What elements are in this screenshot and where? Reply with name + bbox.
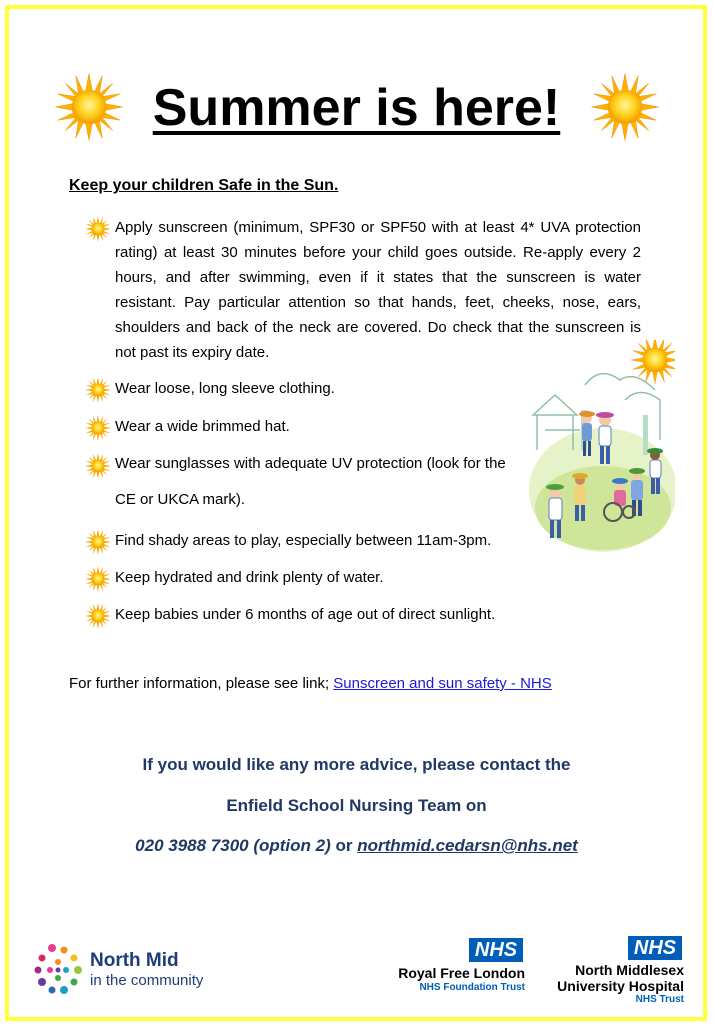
- list-item-text: Apply sunscreen (minimum, SPF30 or SPF50 with at least 4* UVA protection rating) at least 30 minutes before your child goes outside. Re-apply every 2 hours, and after swimming, even if it states that the sunscreen is water resistant. Pay particular attention so that hands, feet, cheeks, nose, ears, shoulders and back of the neck are covered. Do check that the sunscreen is not past its expiry date.: [115, 219, 641, 361]
- sun-icon: [85, 603, 111, 629]
- north-mid-title: North Mid: [90, 950, 179, 971]
- sun-icon: [85, 566, 111, 592]
- list-item-text: Wear a wide brimmed hat.: [115, 418, 290, 435]
- list-item-text: Wear loose, long sleeve clothing.: [115, 380, 335, 397]
- children-playing-illustration: [525, 340, 675, 555]
- contact-line-3: [0, 836, 713, 856]
- north-middlesex-subtitle: NHS Trust: [635, 994, 684, 1005]
- title-row: [0, 72, 713, 152]
- contact-line-2: Enfield School Nursing Team on: [226, 796, 487, 815]
- nhs-logo: NHS: [628, 936, 682, 960]
- north-middlesex-name-line-1: North Middlesex: [575, 962, 684, 978]
- sun-icon: [85, 415, 111, 441]
- list-item: [85, 452, 525, 518]
- north-middlesex-name-line-2: University Hospital: [557, 978, 684, 994]
- subheading: Keep your children Safe in the Sun.: [69, 177, 339, 194]
- list-item-text: Wear sunglasses with adequate UV protection (look for the CE or UKCA mark).: [115, 455, 506, 508]
- sun-icon: [85, 377, 111, 403]
- royal-free-subtitle: NHS Foundation Trust: [419, 982, 525, 993]
- list-item-text: Keep babies under 6 months of age out of direct sunlight.: [115, 606, 496, 623]
- north-mid-logo-icon: [30, 940, 90, 1000]
- contact-phone: 020 3988 7300 (option 2): [135, 836, 331, 855]
- sun-icon: [85, 216, 111, 242]
- page-title: Summer is here!: [152, 79, 561, 137]
- north-mid-subtitle: in the community: [90, 972, 204, 989]
- sun-safety-link[interactable]: Sunscreen and sun safety - NHS: [333, 675, 552, 692]
- list-item-text: Find shady areas to play, especially between 11am-3pm.: [115, 532, 492, 549]
- contact-email-link[interactable]: northmid.cedarsn@nhs.net: [357, 836, 578, 855]
- sun-icon: [590, 72, 660, 142]
- list-item-text: Keep hydrated and drink plenty of water.: [115, 569, 384, 586]
- sun-icon: [85, 529, 111, 555]
- list-item: [85, 602, 645, 627]
- contact-line-1: If you would like any more advice, please contact the: [142, 755, 571, 774]
- further-info-text: For further information, please see link;: [69, 675, 334, 692]
- contact-or: or: [330, 836, 358, 855]
- sun-icon: [85, 453, 111, 479]
- nhs-logo: NHS: [469, 938, 523, 962]
- list-item: [85, 565, 645, 590]
- further-info: [69, 675, 552, 692]
- royal-free-name: Royal Free London: [398, 965, 525, 981]
